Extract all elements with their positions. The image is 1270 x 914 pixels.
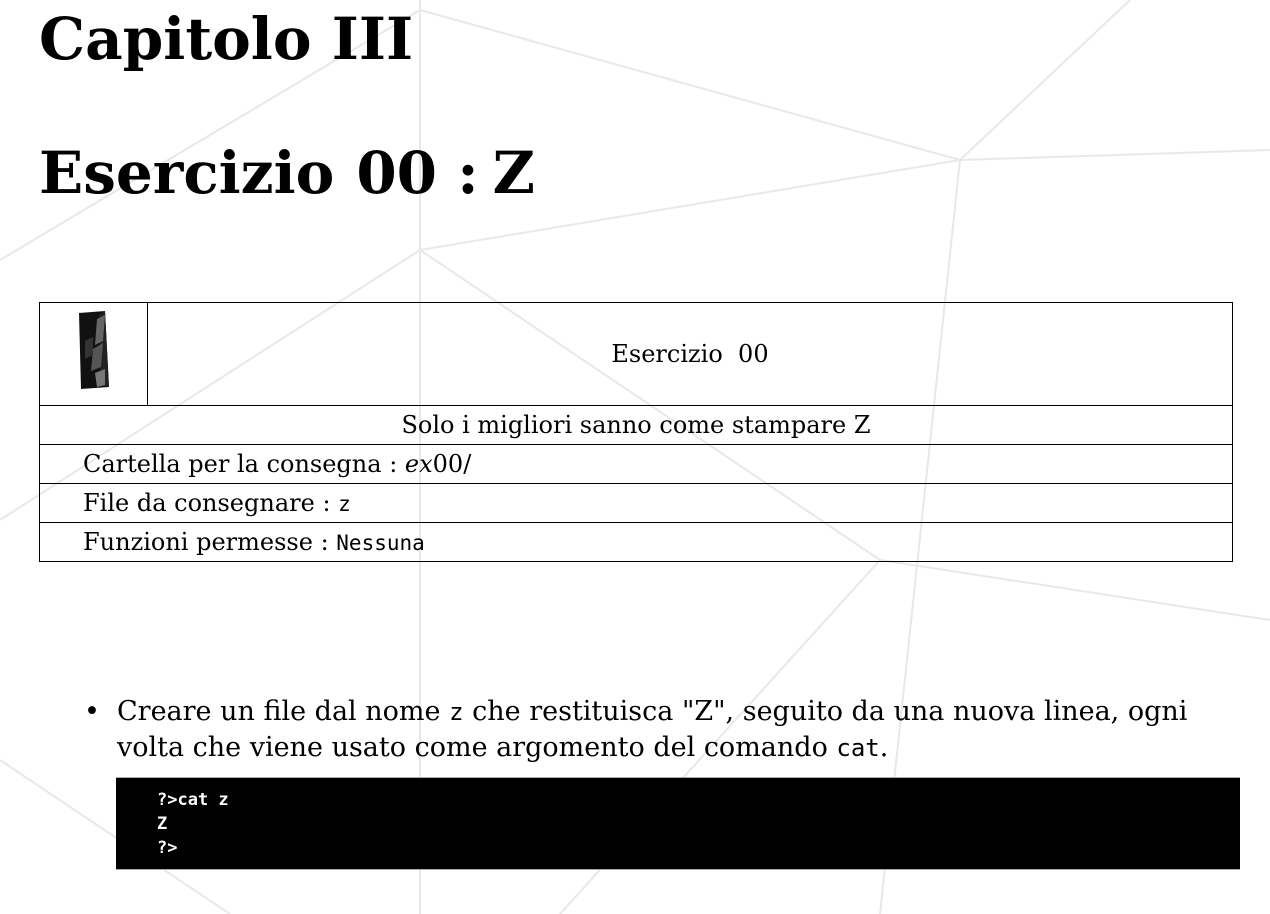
terminal-example bbox=[116, 777, 1240, 870]
table-row bbox=[40, 523, 1233, 562]
instruction-part2: che restituisca "Z", seguito da una nuova linea, ogni volta che viene usato come argomento del comando bbox=[117, 696, 1188, 763]
exercise-title bbox=[39, 138, 535, 208]
table-row bbox=[40, 406, 1233, 445]
exercise-title-word: Esercizio bbox=[39, 139, 335, 207]
files-value: z bbox=[338, 492, 351, 516]
folder-value-italic: ex bbox=[404, 450, 433, 478]
folder-row bbox=[40, 445, 1233, 484]
school-logo-icon bbox=[75, 311, 113, 391]
exercise-header-cell: Esercizio 00 bbox=[148, 303, 1233, 406]
terminal-line: ?> bbox=[157, 838, 178, 858]
table-row bbox=[40, 445, 1233, 484]
functions-label: Funzioni permesse : bbox=[83, 528, 337, 556]
instruction-command: cat bbox=[836, 734, 880, 762]
instruction-text bbox=[117, 694, 1242, 766]
exercise-info-table bbox=[39, 302, 1233, 562]
logo-cell bbox=[40, 303, 148, 406]
instruction-part3: . bbox=[879, 732, 889, 763]
table-header-row bbox=[40, 303, 1233, 406]
instruction-part1: Creare un file dal nome bbox=[117, 696, 450, 727]
chapter-title: Capitolo III bbox=[39, 5, 414, 73]
instruction-filename: z bbox=[449, 698, 464, 726]
exercise-title-number: 00 bbox=[356, 139, 438, 207]
exercise-title-name: Z bbox=[492, 139, 536, 207]
exercise-subtitle: Solo i migliori sanno come stampare Z bbox=[40, 406, 1233, 445]
functions-row bbox=[40, 523, 1233, 562]
folder-label: Cartella per la consegna : bbox=[83, 450, 405, 478]
bullet-icon: • bbox=[84, 696, 100, 727]
files-label: File da consegnare : bbox=[83, 489, 339, 517]
terminal-line: Z bbox=[157, 814, 168, 834]
folder-value-rest: 00/ bbox=[432, 450, 472, 478]
table-row bbox=[40, 484, 1233, 523]
files-row bbox=[40, 484, 1233, 523]
functions-value: Nessuna bbox=[336, 531, 425, 555]
exercise-title-separator: : bbox=[457, 139, 479, 207]
terminal-line: ?>cat z bbox=[157, 790, 229, 810]
